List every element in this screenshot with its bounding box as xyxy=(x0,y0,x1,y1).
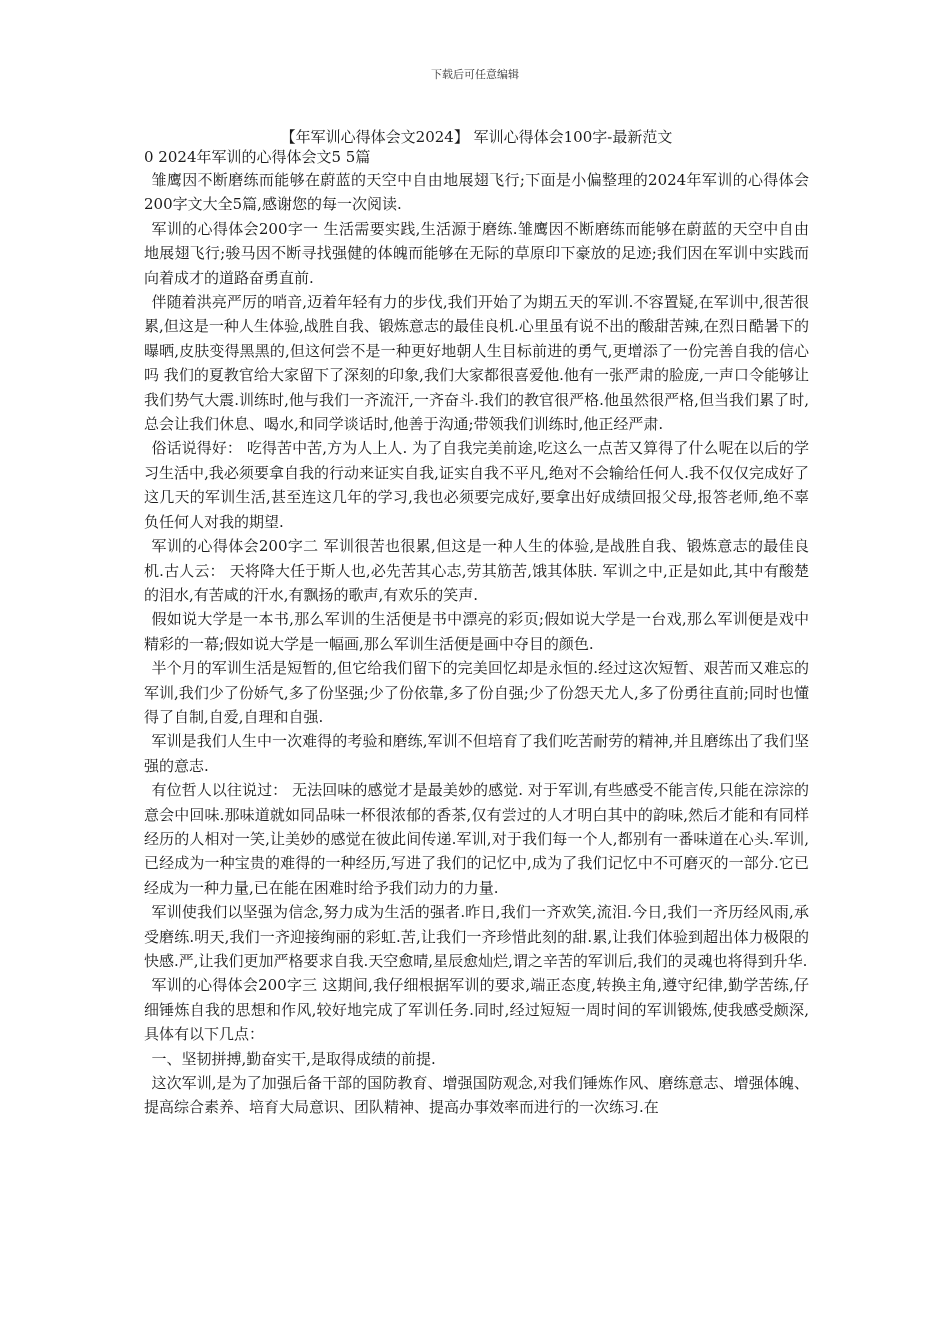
document-subtitle: 0 2024年军训的心得体会文5 5篇 xyxy=(144,148,371,166)
paragraph: 伴随着洪亮严厉的哨音,迈着年轻有力的步伐,我们开始了为期五天的军训.不容置疑,在军训中,很苦很累,但这是一种人生体验,战胜自我、锻炼意志的最佳良机.心里虽有说不出的酸甜苦辣,在烈日酷暑下的曝晒,皮肤变得黑黑的,但这何尝不是一种更好地朝人生目标前进的勇气,更增添了一份完善自我的信心吗 我们的夏教官给大家留下了深刻的印象,我们大家都很喜爱他.他有一张严肃的脸庞,一声口令能够让我们势气大震.训练时,他与我们一齐流汗,一齐奋斗.我们的教官很严格.他虽然很严格,但当我们累了时,总会让我们休息、喝水,和同学谈话时,他善于沟通;带领我们训练时,他正经严肃. xyxy=(144,293,809,434)
document-title: 【年军训心得体会文2024】 军训心得体会100字-最新范文 xyxy=(280,128,673,146)
paragraph: 这次军训,是为了加强后备干部的国防教育、增强国防观念,对我们锤炼作风、磨练意志、增强体魄、提高综合素养、培育大局意识、团队精神、提高办事效率而进行的一次练习.在 xyxy=(144,1074,809,1117)
paragraph: 俗话说得好： 吃得苦中苦,方为人上人. 为了自我完美前途,吃这么一点苦又算得了什么呢在以后的学习生活中,我必须要拿自我的行动来证实自我,证实自我不平凡,绝对不会输给任何人.我不仅仅完成好了这几天的军训生活,甚至连这几年的学习,我也必须要完成好,要拿出好成绩回报父母,报答老师,绝不辜负任何人对我的期望. xyxy=(144,439,809,531)
paragraph: 一、坚韧拼搏,勤奋实干,是取得成绩的前提. xyxy=(151,1049,436,1068)
paragraph: 军训的心得体会200字一 生活需要实践,生活源于磨练.雏鹰因不断磨练而能够在蔚蓝的天空中自由地展翅飞行;骏马因不断寻找强健的体魄而能够在无际的草原印下豪放的足迹;我们因在军训中实践而向着成才的道路奋勇直前. xyxy=(144,219,809,287)
paragraph: 半个月的军训生活是短暂的,但它给我们留下的完美回忆却是永恒的.经过这次短暂、艰苦而又难忘的军训,我们少了份娇气,多了份坚强;少了份依靠,多了份自强;少了份怨天尤人,多了份勇往直前;同时也懂得了自制,自爱,自理和自强. xyxy=(144,659,809,726)
paragraph: 雏鹰因不断磨练而能够在蔚蓝的天空中自由地展翅飞行;下面是小偏整理的2024年军训的心得体会200字文大全5篇,感谢您的每一次阅读. xyxy=(144,171,809,214)
paragraph: 军训的心得体会200字三 这期间,我仔细根据军训的要求,端正态度,转换主角,遵守纪律,勤学苦练,仔细锤炼自我的思想和作风,较好地完成了军训任务.同时,经过短短一周时间的军训锻炼,使我感受颇深,具体有以下几点： xyxy=(144,976,809,1044)
paragraph: 假如说大学是一本书,那么军训的生活便是书中漂亮的彩页;假如说大学是一台戏,那么军训便是戏中精彩的一幕;假如说大学是一幅画,那么军训生活便是画中夺目的颜色. xyxy=(144,610,809,653)
document-body xyxy=(144,127,809,1120)
paragraph: 军训是我们人生中一次难得的考验和磨练,军训不但培育了我们吃苦耐劳的精神,并且磨练出了我们坚强的意志. xyxy=(144,732,809,775)
paragraph: 有位哲人以往说过： 无法回味的感觉才是最美妙的感觉. 对于军训,有些感受不能言传,只能在淙淙的意会中回味.那味道就如同品味一杯很浓郁的香茶,仅有尝过的人才明白其中的韵味,然后才能和有同样经历的人相对一笑,让美妙的感觉在彼此间传递.军训,对于我们每一个人,都别有一番味道在心头.军训,已经成为一种宝贵的难得的一种经历,写进了我们的记忆中,成为了我们记忆中不可磨灭的一部分.它已经成为一种力量,已在能在困难时给予我们动力的力量. xyxy=(144,781,809,897)
page-header: 下载后可任意编辑 xyxy=(431,68,519,81)
paragraph: 军训的心得体会200字二 军训很苦也很累,但这是一种人生的体验,是战胜自我、锻炼意志的最佳良机.古人云： 天将降大任于斯人也,必先苦其心志,劳其筋苦,饿其体肤. 军训之中,正是如此,其中有酸楚的泪水,有苦咸的汗水,有飘扬的歌声,有欢乐的笑声. xyxy=(144,537,809,604)
paragraph: 军训使我们以坚强为信念,努力成为生活的强者.昨日,我们一齐欢笑,流泪.今日,我们一齐历经风雨,承受磨练.明天,我们一齐迎接绚丽的彩虹.苦,让我们一齐珍惜此刻的甜.累,让我们体验到超出体力极限的快感.严,让我们更加严格要求自我.天空愈晴,星辰愈灿烂,谓之辛苦的军训后,我们的灵魂也将得到升华. xyxy=(144,903,809,970)
